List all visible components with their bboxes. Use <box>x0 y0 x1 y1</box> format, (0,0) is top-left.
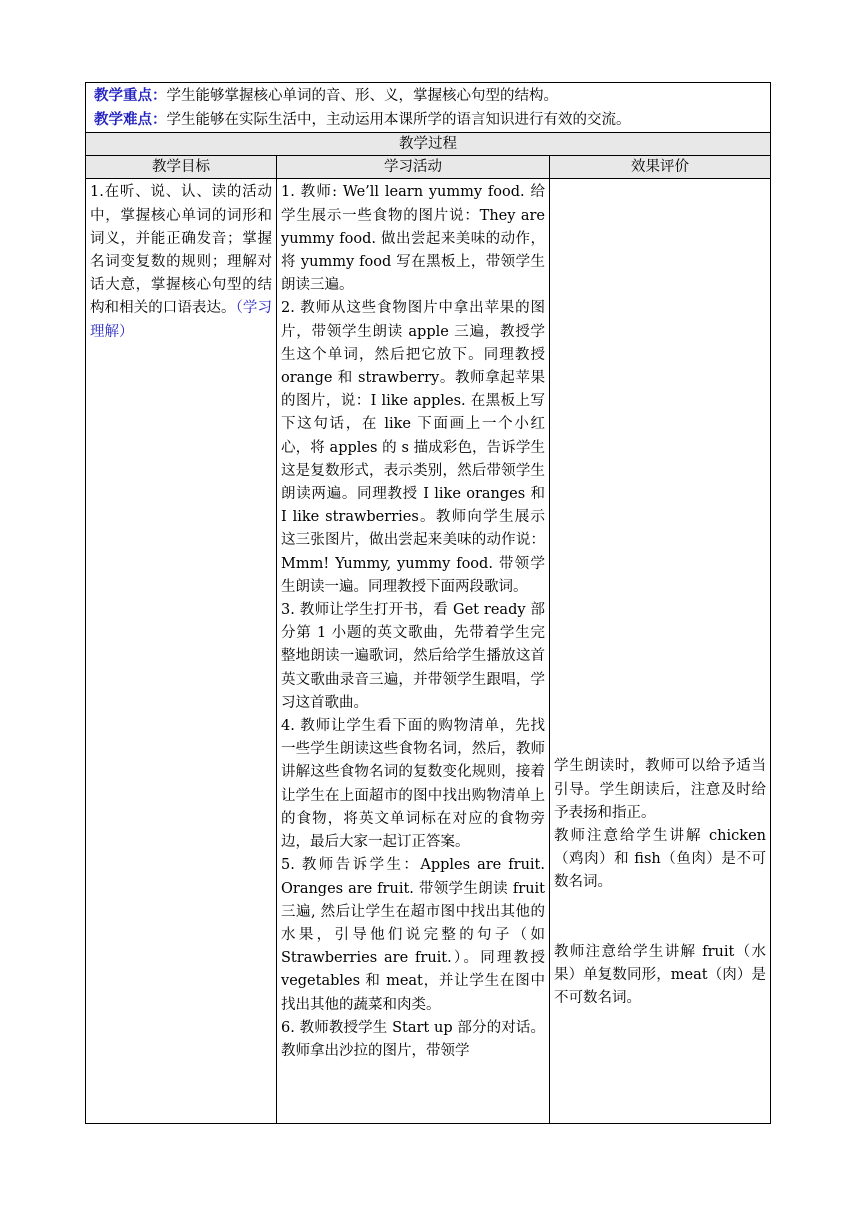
column-header-goal: 教学目标 <box>86 156 277 179</box>
lesson-plan-page <box>85 82 770 1124</box>
evaluation-item: 教师注意给学生讲解 fruit（水果）单复数同形，meat（肉）是不可数名词。 <box>554 943 766 1007</box>
activity-item: 6. 教师教授学生 Start up 部分的对话。教师拿出沙拉的图片，带领学 <box>281 1019 545 1059</box>
evaluation-cell <box>550 179 771 1124</box>
activity-item: 3. 教师让学生打开书，看 Get ready 部分第 1 小题的英文歌曲，先带着学生完整地朗读一遍歌词，然后给学生播放这首英文歌曲录音三遍，并带领学生跟唱，学习这首歌曲。 <box>281 602 545 711</box>
column-header-activity: 学习活动 <box>277 156 550 179</box>
lesson-plan-table <box>85 82 771 1124</box>
activity-item: 5. 教师告诉学生：Apples are fruit. Oranges are fruit. 带领学生朗读 fruit 三遍, 然后让学生在超市图中找出其他的水果，引导他们说完整的句子（如 Strawberries are fruit.）。同理教授 vegetables 和 meat，并让学生在图中找出其他的蔬菜和肉类。 <box>281 857 545 1013</box>
activity-item: 2. 教师从这些食物图片中拿出苹果的图片，带领学生朗读 apple 三遍，教授学生这个单词，然后把它放下。同理教授 orange 和 strawberry。教师拿起苹果的图片，说：I like apples. 在黑板上写下这句话，在 like 下面画上一个小红心，将 apples 的 s 描成彩色，告诉学生这是复数形式，表示类别，然后带领学生朗读两遍。同理教授 I like oranges 和 I like strawberries。教师向学生展示这三张图片，做出尝起来美味的动作说：Mmm! Yummy, yummy food. 带领学生朗读一遍。同理教授下面两段歌词。 <box>281 300 545 595</box>
key-points-cell <box>86 83 771 133</box>
key-points-row <box>86 83 771 133</box>
evaluation-item: 学生朗读时，教师可以给予适当引导。学生朗读后，注意及时给予表扬和指正。 <box>554 758 766 821</box>
content-row <box>86 179 771 1124</box>
key-point-label: 教学重点： <box>94 87 167 104</box>
key-point-text: 学生能够掌握核心单词的音、形、义，掌握核心句型的结构。 <box>166 88 558 104</box>
column-header-row <box>86 156 771 179</box>
evaluation-item: 教师注意给学生讲解 chicken（鸡肉）和 fish（鱼肉）是不可数名词。 <box>554 828 766 891</box>
goal-tag: （学习理解） <box>90 300 272 340</box>
activity-cell <box>277 179 550 1124</box>
difficult-point-text: 学生能够在实际生活中，主动运用本课所学的语言知识进行有效的交流。 <box>166 112 631 129</box>
key-point-line <box>94 84 762 108</box>
activity-item: 4. 教师让学生看下面的购物清单，先找一些学生朗读这些食物名词，然后，教师讲解这些食物名词的复数变化规则，接着让学生在上面超市的图中找出购物清单上的食物，将英文单词标在对应的食物旁边，最后大家一起订正答案。 <box>281 718 545 851</box>
process-title-row <box>86 133 771 156</box>
activity-item: 1. 教师: We’ll learn yummy food. 给学生展示一些食物的图片说：They are yummy food. 做出尝起来美味的动作，将 yummy food 写在黑板上，带领学生朗读三遍。 <box>281 184 545 294</box>
column-header-evaluation: 效果评价 <box>550 156 771 179</box>
process-title: 教学过程 <box>86 133 771 156</box>
difficult-point-line <box>94 108 762 132</box>
difficult-point-label: 教学难点： <box>94 111 167 129</box>
goal-text: 1.在听、说、认、读的活动中，掌握核心单词的词形和词义，并能正确发音；掌握名词变复数的规则；理解对话大意，掌握核心句型的结构和相关的口语表达。（学习理解） <box>90 184 272 340</box>
goal-cell <box>86 179 277 1124</box>
